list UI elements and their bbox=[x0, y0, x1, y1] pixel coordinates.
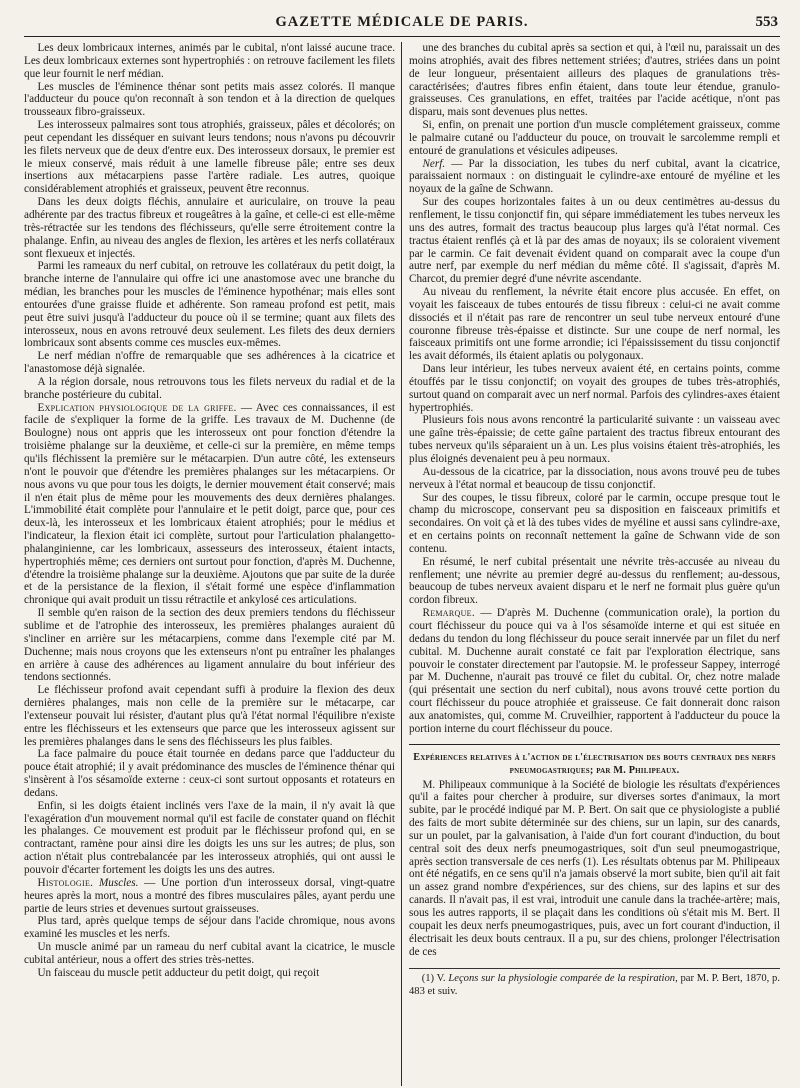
paragraph: M. Philipeaux communique à la Société de biologie les résultats d'expériences qu'il a faites pour chercher à produire, sur diverses sortes d'animaux, la mort subite, par le procédé indiqué par M. P. Bert. On sait que ce physiologiste a publié des faits de mort subite déterminée sur des chiens, sur un lapin, sur des canards, sur un poulet, par la galvanisation, à l'aide d'un fort courant d'induction, du bout central soit des deux nerfs pneumogastriques, soit d'un seul pneumogastrique, après section transversale de ces nerfs (1). Les résultats obtenus par M. Philipeaux ont été négatifs, en ce sens qu'il n'a jamais observé la mort subite, bien qu'il ait fait un assez grand nombre d'expériences, sur des chiens, sur des lapins et sur des canards. Il n'avait pas, il est vrai, introduit une canule dans la trachée-artère; mais, sous les autres rapports, il se plaçait dans les conditions où s'était mis M. Bert. Il coupait les deux nerfs pneumogastriques, puis, avec un fort courant d'induction, il électrisait les deux bouts centraux. Il a pu, sur des chiens, prolonger l'électrisation de ces bbox=[409, 778, 780, 958]
paragraph: A la région dorsale, nous retrouvons tous les filets nerveux du radial et de la branche postérieure du cubital. bbox=[24, 375, 395, 401]
paragraph: Au-dessous de la cicatrice, par la dissociation, nous avons trouvé peu de tubes nerveux à l'état normal et beaucoup de tissu conjonctif. bbox=[409, 465, 780, 491]
paragraph-text: — Par la dissociation, les tubes du nerf cubital, avant la cicatrice, paraissaient normaux : on distinguait le cylindre-axe entouré de myéline et les noyaux de la gaîne de Schwann. bbox=[409, 157, 780, 196]
paragraph: Un muscle animé par un rameau du nerf cubital avant la cicatrice, le muscle cubital antérieur, nous a offert des stries très-nettes. bbox=[24, 941, 395, 966]
paragraph: Au niveau du renflement, la névrite était encore plus accusée. En effet, on voyait les faisceaux de tubes entourés de tissu fibreux : celui-ci ne avait comme dissociés et il n'était pas rare de rencontrer un seul tube nerveux entouré d'une couronne fibreuse très-épaisse et distincte. Sur une coupe de nerf normal, les faisceaux primitifs ont une forme arrondie; ici l'épaississement du tissu conjonctif les avait déformés, ils étaient aplatis ou polygonaux. bbox=[409, 286, 780, 363]
running-title: GAZETTE MÉDICALE DE PARIS. bbox=[275, 14, 529, 30]
footnote bbox=[409, 968, 780, 998]
paragraph-text: — Avec ces connaissances, il est facile de s'expliquer la forme de la griffe. Les travaux de M. Duchenne (de Boulogne) nous ont appris que les interosseux ont pour fonction d'étendre la troisième phalange sur la deuxième, et celle-ci sur la première, en même temps qu'ils fléchissent la première sur le métacarpien. D'un autre côté, les extenseurs n'ont le pouvoir que d'étendre les premières phalanges sur les métacarpiens. Or nous avons vu que pour tous les doigts, le dernier mouvement était conservé; mais il n'en était plus de même pour les mouvements des deux dernières phalanges. L'immobilité était complète pour l'annulaire et le petit doigt, parce que, pour ces deux-là, les interosseux et les lombricaux étaient atrophiés; pour le médius et l'indicateur, la flexion était ici complète, surtout pour l'articulation phalangetto-phalanginienne, car les lombricaux, assesseurs des interosseux, étaient intacts, hypertrophiés même; ces derniers ont surtout pour fonction, d'après M. Duchenne, d'étendre la troisième phalange sur la deuxième. Ajoutons que par suite de la durée et de la persistance de la flexion, il s'était formé une espèce d'inflammation chronique qui avait produit un tissu rétractile et ankylosé ces articulations. bbox=[24, 401, 395, 607]
run-in-heading: Histologie. bbox=[37, 876, 94, 889]
paragraph bbox=[409, 158, 780, 197]
run-in-heading: Nerf. bbox=[422, 157, 446, 170]
left-column bbox=[24, 42, 401, 1086]
paragraph-text: — Une portion d'un interosseux dorsal, vingt-quatre heures après la mort, nous a montré des fibres musculaires pâles, ayant perdu une partie de leurs stries et devenues surtout graisseuses. bbox=[24, 876, 395, 915]
paragraph: Enfin, si les doigts étaient inclinés vers l'axe de la main, il n'y avait là que l'exagération d'un mouvement normal qu'il est facile de constater quand on fléchit les phalanges. Ce mouvement est produit par le fléchisseur profond qui, en se contractant, ramène pour ainsi dire les doigts les uns sur les autres; de plus, son action n'était plus contrebalancée par les interosseux atrophiés, qui ont aussi le pouvoir d'écarter fortement les doigts les uns des autres. bbox=[24, 799, 395, 876]
page-header bbox=[24, 0, 780, 37]
footnote-text bbox=[409, 973, 780, 998]
footnote-suffix: , par M. P. Bert, 1870, p. 483 et suiv. bbox=[409, 973, 780, 997]
paragraph: Plus tard, après quelque temps de séjour dans l'acide chromique, nous avons examiné les muscles et les nerfs. bbox=[24, 915, 395, 941]
right-column bbox=[402, 42, 780, 1086]
two-column-body bbox=[24, 42, 780, 1086]
paragraph: Le fléchisseur profond avait cependant suffi à produire la flexion des deux dernières phalanges, mais non celle de la première sur le métacarpe, car l'extenseur pouvait lui résister, d'autant plus qu'à l'état normal l'équilibre n'existe entre les fléchisseurs et les extenseurs que parce que les interosseux agissent sur les premières phalanges dans le sens des fléchisseurs les plus faibles. bbox=[24, 684, 395, 748]
paragraph: En résumé, le nerf cubital présentait une névrite très-accusée au niveau du renflement; une névrite au premier degré au-dessus du renflement; au-dessous, beaucoup de tubes nerveux avaient disparu et le nerf ne formait plus guère qu'un cordon fibreux. bbox=[409, 555, 780, 607]
paragraph: Dans les deux doigts fléchis, annulaire et auriculaire, on trouve la peau adhérente par des tractus fibreux et rougeâtres à la gaîne, et celle-ci est elle-même très-rétractée sur les tendons des fléchisseurs, qu'elle serre étroitement contre la phalange. Enfin, au niveau des angles de flexion, les artères et les nerfs collatéraux sont flexueux et injectés. bbox=[24, 196, 395, 260]
paragraph: une des branches du cubital après sa section et qui, à l'œil nu, paraissait un des moins atrophiés, avait des fibres nettement striées; d'autres, striées dans un point de leur longueur, présentaient ailleurs des plaques de granulations très-caractérisées; d'autres fibres enfin étaient, dans toute leur étendue, granulo-graisseuses. Ces granulations, en effet, traitées par l'acide acétique, n'ont pas disparu, mais sont devenues plus nettes. bbox=[409, 42, 780, 119]
paragraph: Si, enfin, on prenait une portion d'un muscle complétement graisseux, comme le palmaire cutané ou l'adducteur du pouce, on trouvait le sarcolemme rempli et entouré de granulations et vésicules adipeuses. bbox=[409, 119, 780, 157]
paragraph bbox=[24, 877, 395, 916]
paragraph: Les interosseux palmaires sont tous atrophiés, graisseux, pâles et décolorés; on peut cependant les disséquer en suivant leurs tendons; nous n'avons pu découvrir les filets nerveux que de deux d'entre eux. Des interosseux dorsaux, le premier est le mieux conservé, mais réduit à une lamelle fibreuse pâle; entre ses deux insertions aux métacarpiens passe l'artère radiale. Les autres, quoique considérablement atrophiés et graisseux, peuvent être reconnus. bbox=[24, 119, 395, 196]
section-rule bbox=[409, 744, 780, 745]
paragraph: Dans leur intérieur, les tubes nerveux avaient été, en certains points, comme étouffés par le tissu conjonctif; on voyait des groupes de tubes très-atrophiés, surtout quand on comparait avec un nerf normal. Parfois des cylindres-axes étaient hypertrophiés. bbox=[409, 363, 780, 414]
paragraph: Le nerf médian n'offre de remarquable que ses adhérences à la cicatrice et l'anastomose déjà signalée. bbox=[24, 350, 395, 376]
run-in-subheading: Muscles. bbox=[98, 876, 139, 889]
paragraph: Les deux lombricaux internes, animés par le cubital, n'ont laissé aucune trace. Les deux lombricaux externes sont hypertrophiés : on retrouve facilement les filets que leur fournit le nerf médian. bbox=[24, 42, 395, 80]
paragraph bbox=[24, 402, 395, 608]
paragraph: La face palmaire du pouce était tournée en dedans parce que l'adducteur du pouce était atrophié; il y avait prédominance des muscles de l'éminence thénar qui s'insèrent à l'os sésamoïde externe : ceux-ci sont surtout opposants et rotateurs en dedans. bbox=[24, 748, 395, 799]
run-in-heading: Remarque. bbox=[422, 607, 475, 620]
paragraph bbox=[409, 607, 780, 735]
section-heading: Expériences relatives à l'action de l'électrisation des bouts centraux des nerfs pneumogastriques; par M. Philipeaux. bbox=[413, 751, 776, 776]
paragraph: Il semble qu'en raison de la section des deux premiers tendons du fléchisseur sublime et de l'atrophie des interosseux, les premières phalanges auraient dû s'incliner en arrière sur les métacarpiens, comme dans l'exemple cité par M. Duchenne; mais nous croyons que les extenseurs n'ont pu entraîner les phalanges en arrière à cause des adhérences au ligament annulaire du bout inférieur des tendons sectionnés. bbox=[24, 607, 395, 684]
paragraph: Les muscles de l'éminence thénar sont petits mais assez colorés. Il manque l'adducteur du pouce qu'on reconnaît à son tendon et à la direction de quelques trousseaux fibro-graisseux. bbox=[24, 80, 395, 119]
paragraph: Plusieurs fois nous avons rencontré la particularité suivante : un vaisseau avec une gaîne très-épaissie; de cette gaîne partaient des tractus fibreux entourant des tubes nerveux qu'ils séparaient un à un. Les plus voisins étaient très-atrophiés, les plus éloignés devenaient peu à peu normaux. bbox=[409, 414, 780, 465]
footnote-title: Leçons sur la physiologie comparée de la respiration bbox=[448, 973, 676, 985]
paragraph: Sur des coupes horizontales faites à un ou deux centimètres au-dessus du renflement, le tissu conjonctif fin, qui sépare immédiatement les tubes nerveux les uns des autres, formait des tractus beaucoup plus larges qu'à l'état normal. Ces tractus étaient renflés çà et là par des amas de noyaux; ils se coloraient vivement par le carmin. Ce fait devenait évident quand on comparait avec la coupe d'un autre nerf, par exemple du nerf médian du même côté. Il s'agissait, d'après M. Charcot, du premier degré d'une névrite ascendante. bbox=[409, 196, 780, 286]
run-in-heading: Explication physiologique de la griffe. bbox=[37, 401, 237, 414]
footnote-prefix: (1) V. bbox=[421, 973, 449, 985]
paragraph: Un faisceau du muscle petit adducteur du petit doigt, qui reçoit bbox=[37, 966, 320, 979]
page-number: 553 bbox=[755, 14, 778, 30]
paragraph: Parmi les rameaux du nerf cubital, on retrouve les collatéraux du petit doigt, la branche interne de l'annulaire qui offre ici une anastomose avec une branche du médian, les branches pour les muscles de l'éminence hypothénar; mais elles sont entourées d'une graisse fluide et adhérente. Son rameau profond est petit, mais peut être suivi jusqu'à l'adducteur du pouce où il se termine; quant aux filets des interosseux, nous en avons retrouvé deux seulement. Les filets des deux derniers lombricaux sont absents comme ces muscles eux-mêmes. bbox=[24, 260, 395, 350]
paragraph-text: — D'après M. Duchenne (communication orale), la portion du court fléchisseur du pouce qui va à l'os sésamoïde interne et qui est située en dedans du tendon du long fléchisseur du pouce serait innervée par un filet du nerf cubital. M. Duchenne aurait constaté ce fait par l'exploration électrique, sans pouvoir le constater directement par l'autopsie. M. le professeur Sappey, interrogé par M. Duchenne, n'aurait pas trouvé ce filet du cubital. Or, chez notre malade (qui présentait une section du nerf cubital), nous avons trouvé cette portion du court fléchisseur du pouce atrophiée et graisseuse. Ce fait donnerait donc raison aux anatomistes, qui, comme M. Cruveilhier, rapportent à l'adducteur du pouce la portion interne du court fléchisseur du pouce. bbox=[409, 607, 780, 735]
paragraph: Sur des coupes, le tissu fibreux, coloré par le carmin, occupe presque tout le champ du microscope, conservant peu sa disposition en faisceaux primitifs et secondaires. On voit çà et là des tubes vides de myéline et aussi sans cylindre-axe, et en certains points on reconnaît nettement la gaîne de Schwann vide de son contenu. bbox=[409, 491, 780, 555]
